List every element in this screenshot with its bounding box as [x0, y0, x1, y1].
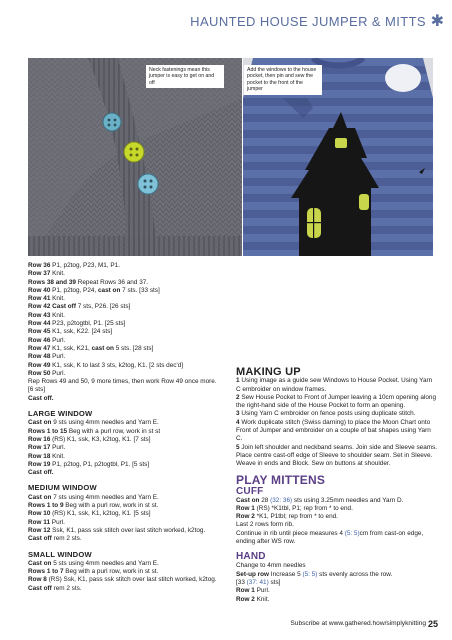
pattern-row: Row 10 (RS) K1, ssk, K1, k2tog, K1. [5 sts]: [28, 510, 151, 518]
row-text: sts]: [268, 578, 281, 586]
medium-window-heading: MEDIUM WINDOW: [28, 483, 97, 493]
row-text: Row 1: [236, 504, 255, 512]
pattern-row: Rows 1 to 7 Beg with a purl row, work in st st.: [28, 568, 159, 576]
size-value: (32: 36): [270, 496, 293, 504]
play-mittens-section: [236, 474, 438, 604]
pattern-row: [236, 513, 438, 521]
row-text: sts using 3.25mm needles and Yarn D.: [292, 496, 404, 504]
play-mittens-heading: PLAY MITTENS: [236, 472, 326, 487]
row-text: 28: [259, 496, 271, 504]
front-rows: [28, 262, 226, 403]
pattern-row: Row 17 Purl.: [28, 444, 66, 452]
right-photo-caption: Add the windows to the house pocket, then pin and sew the pocket to the front of the jumper: [244, 65, 322, 95]
pattern-row: Row 45 K1, ssk, K22. [24 sts]: [28, 328, 113, 336]
pattern-row: Rows 1 to 9 Beg with a purl row, work in st st.: [28, 502, 159, 510]
row-text: sts evenly across the row.: [317, 570, 393, 578]
pattern-row: [236, 562, 438, 570]
large-window-heading: LARGE WINDOW: [28, 409, 93, 419]
pattern-row: Row 16 (RS) K1, ssk, K3, k2tog, K1. [7 sts]: [28, 435, 151, 443]
pattern-row: Cast off rem 2 sts.: [28, 584, 82, 592]
row-text: Row 2: [236, 595, 255, 603]
row-text: Continue in rib until piece measures 4: [236, 529, 345, 537]
pattern-row: Cast on 9 sts using 4mm needles and Yarn E.: [28, 419, 159, 427]
row-text: Row 1: [236, 587, 255, 595]
pattern-row: [236, 530, 438, 538]
making-up-step: 1 Using image as a guide sew Windows to House Pocket. Using Yarn C embroider on window frames.: [236, 377, 433, 393]
pattern-row: Row 49 K1, ssk, K to last 3 sts, k2tog, K1. [2 sts dec'd]: [28, 361, 184, 369]
pattern-row: Row 43 Knit.: [28, 311, 65, 319]
pattern-row: [236, 596, 438, 604]
row-text: Cast on: [236, 496, 260, 504]
pattern-row: Row 47 K1, ssk, K21, cast on 5 sts. [28 sts]: [28, 344, 154, 352]
row-text: Increase 5: [269, 570, 303, 578]
pattern-row: Row 44 P23, p2togtbl, P1. [25 sts]: [28, 320, 126, 328]
pattern-row: Row 41 Knit.: [28, 295, 65, 303]
pattern-row: Row 11 Purl.: [28, 518, 65, 526]
row-text: Last 2 rows form rib.: [236, 521, 294, 529]
large-window-section: [28, 410, 226, 477]
row-text: (RS) *K1tbl, P1; rep from * to end.: [254, 504, 353, 512]
row-text: Change to 4mm needles: [236, 562, 306, 570]
medium-window-section: [28, 484, 226, 543]
pattern-row: Rep Rows 49 and 50, 9 more times, then work Row 49 once more.: [28, 378, 217, 386]
making-up-step: 3 Using Yarn C embroider on fence posts using duplicate stitch.: [236, 410, 416, 418]
pattern-row: Row 12 Ssk, K1, pass ssk stitch over last stitch worked, k2tog.: [28, 526, 206, 534]
making-up-section: [236, 368, 438, 469]
left-photo-caption: Neck fastenings mean this jumper is easy to get on and off: [146, 65, 224, 88]
small-window-heading: SMALL WINDOW: [28, 549, 92, 559]
making-up-step: 5 Join left shoulder and neckband seams. Join side and Sleeve seams. Place centre cast-off edge of Sleeve to shoulder seam. Set in Sleeve. Weave in ends and Block. Sew on buttons at shoulder.: [236, 443, 438, 468]
subscribe-footer: Subscribe at www.gathered.how/simplyknitting: [290, 620, 426, 627]
pattern-row: Cast on 5 sts using 4mm needles and Yarn E.: [28, 559, 159, 567]
left-pattern-column: [28, 262, 226, 593]
pattern-row: [236, 571, 438, 579]
page-header: [0, 0, 452, 30]
size-value: (5: 5): [302, 570, 318, 578]
pattern-row: [236, 521, 438, 529]
asterisk-icon: ✱: [430, 13, 444, 30]
cuff-rows: [236, 497, 438, 547]
pattern-row: Row 18 Knit.: [28, 452, 65, 460]
pattern-row: Rows 38 and 39 Repeat Rows 36 and 37.: [28, 278, 149, 286]
row-text: Row 2: [236, 513, 255, 521]
pattern-row: Row 42 Cast off 7 sts, P26. [26 sts]: [28, 303, 131, 311]
row-text: Set-up row: [236, 570, 270, 578]
pattern-row: [236, 579, 438, 587]
row-text: *K1, P1tbl; rep from * to end.: [254, 513, 338, 521]
pattern-row: Row 37 Knit.: [28, 270, 65, 278]
making-up-heading: MAKING UP: [236, 366, 301, 378]
row-text: [33: [236, 578, 247, 586]
pattern-row: [236, 497, 438, 505]
pattern-row: Cast off rem 2 sts.: [28, 535, 82, 543]
pattern-row: Row 8 (RS) Ssk, K1, pass ssk stitch over last stitch worked, k2tog.: [28, 576, 217, 584]
size-value: (37: 41): [246, 578, 269, 586]
cuff-heading: CUFF: [236, 485, 264, 497]
pattern-row: Cast on 7 sts using 4mm needles and Yarn E.: [28, 493, 159, 501]
pattern-row: Row 50 Purl.: [28, 369, 66, 377]
pattern-row: [236, 538, 438, 546]
pattern-row: [236, 505, 438, 513]
making-up-step: 4 Work duplicate stitch (Swiss darning) to place the Moon Chart onto Front of Jumper and embroider on a couple of bat shapes using Yarn C.: [236, 418, 431, 443]
row-text: Purl.: [254, 587, 270, 595]
pattern-row: [6 sts]: [28, 386, 46, 394]
row-text: Knit.: [254, 595, 270, 603]
hand-rows: [236, 562, 438, 603]
small-window-section: [28, 551, 226, 593]
pattern-row: Row 36 P1, p2tog, P23, M1, P1.: [28, 262, 121, 269]
right-pattern-column: [236, 368, 438, 604]
pattern-row: Rows 1 to 15 Beg with a purl row, work in st st: [28, 427, 161, 435]
row-text: cm from cast-on edge,: [359, 529, 424, 537]
row-text: ending after WS row.: [236, 538, 296, 546]
pattern-row: Row 19 P1, p2tog, P1, p2togtbl, P1. [5 sts]: [28, 460, 150, 468]
pattern-row: Row 46 Purl.: [28, 336, 66, 344]
pattern-row: [236, 587, 438, 595]
pattern-row: Cast off.: [28, 394, 54, 402]
page-title: HAUNTED HOUSE JUMPER & MITTS: [190, 14, 426, 29]
making-up-step: 2 Sew House Pocket to Front of Jumper leaving a 10cm opening along the right-hand side of the House Pocket to form an opening.: [236, 393, 437, 410]
pattern-row: Cast off.: [28, 469, 54, 477]
pattern-row: Row 48 Purl.: [28, 353, 66, 361]
hand-heading: HAND: [236, 551, 266, 563]
size-value: (5: 5): [344, 529, 360, 537]
page-number: 25: [427, 619, 438, 629]
pattern-row: Row 40 P1, p2tog, P24, cast on 7 sts. [33 sts]: [28, 286, 160, 294]
